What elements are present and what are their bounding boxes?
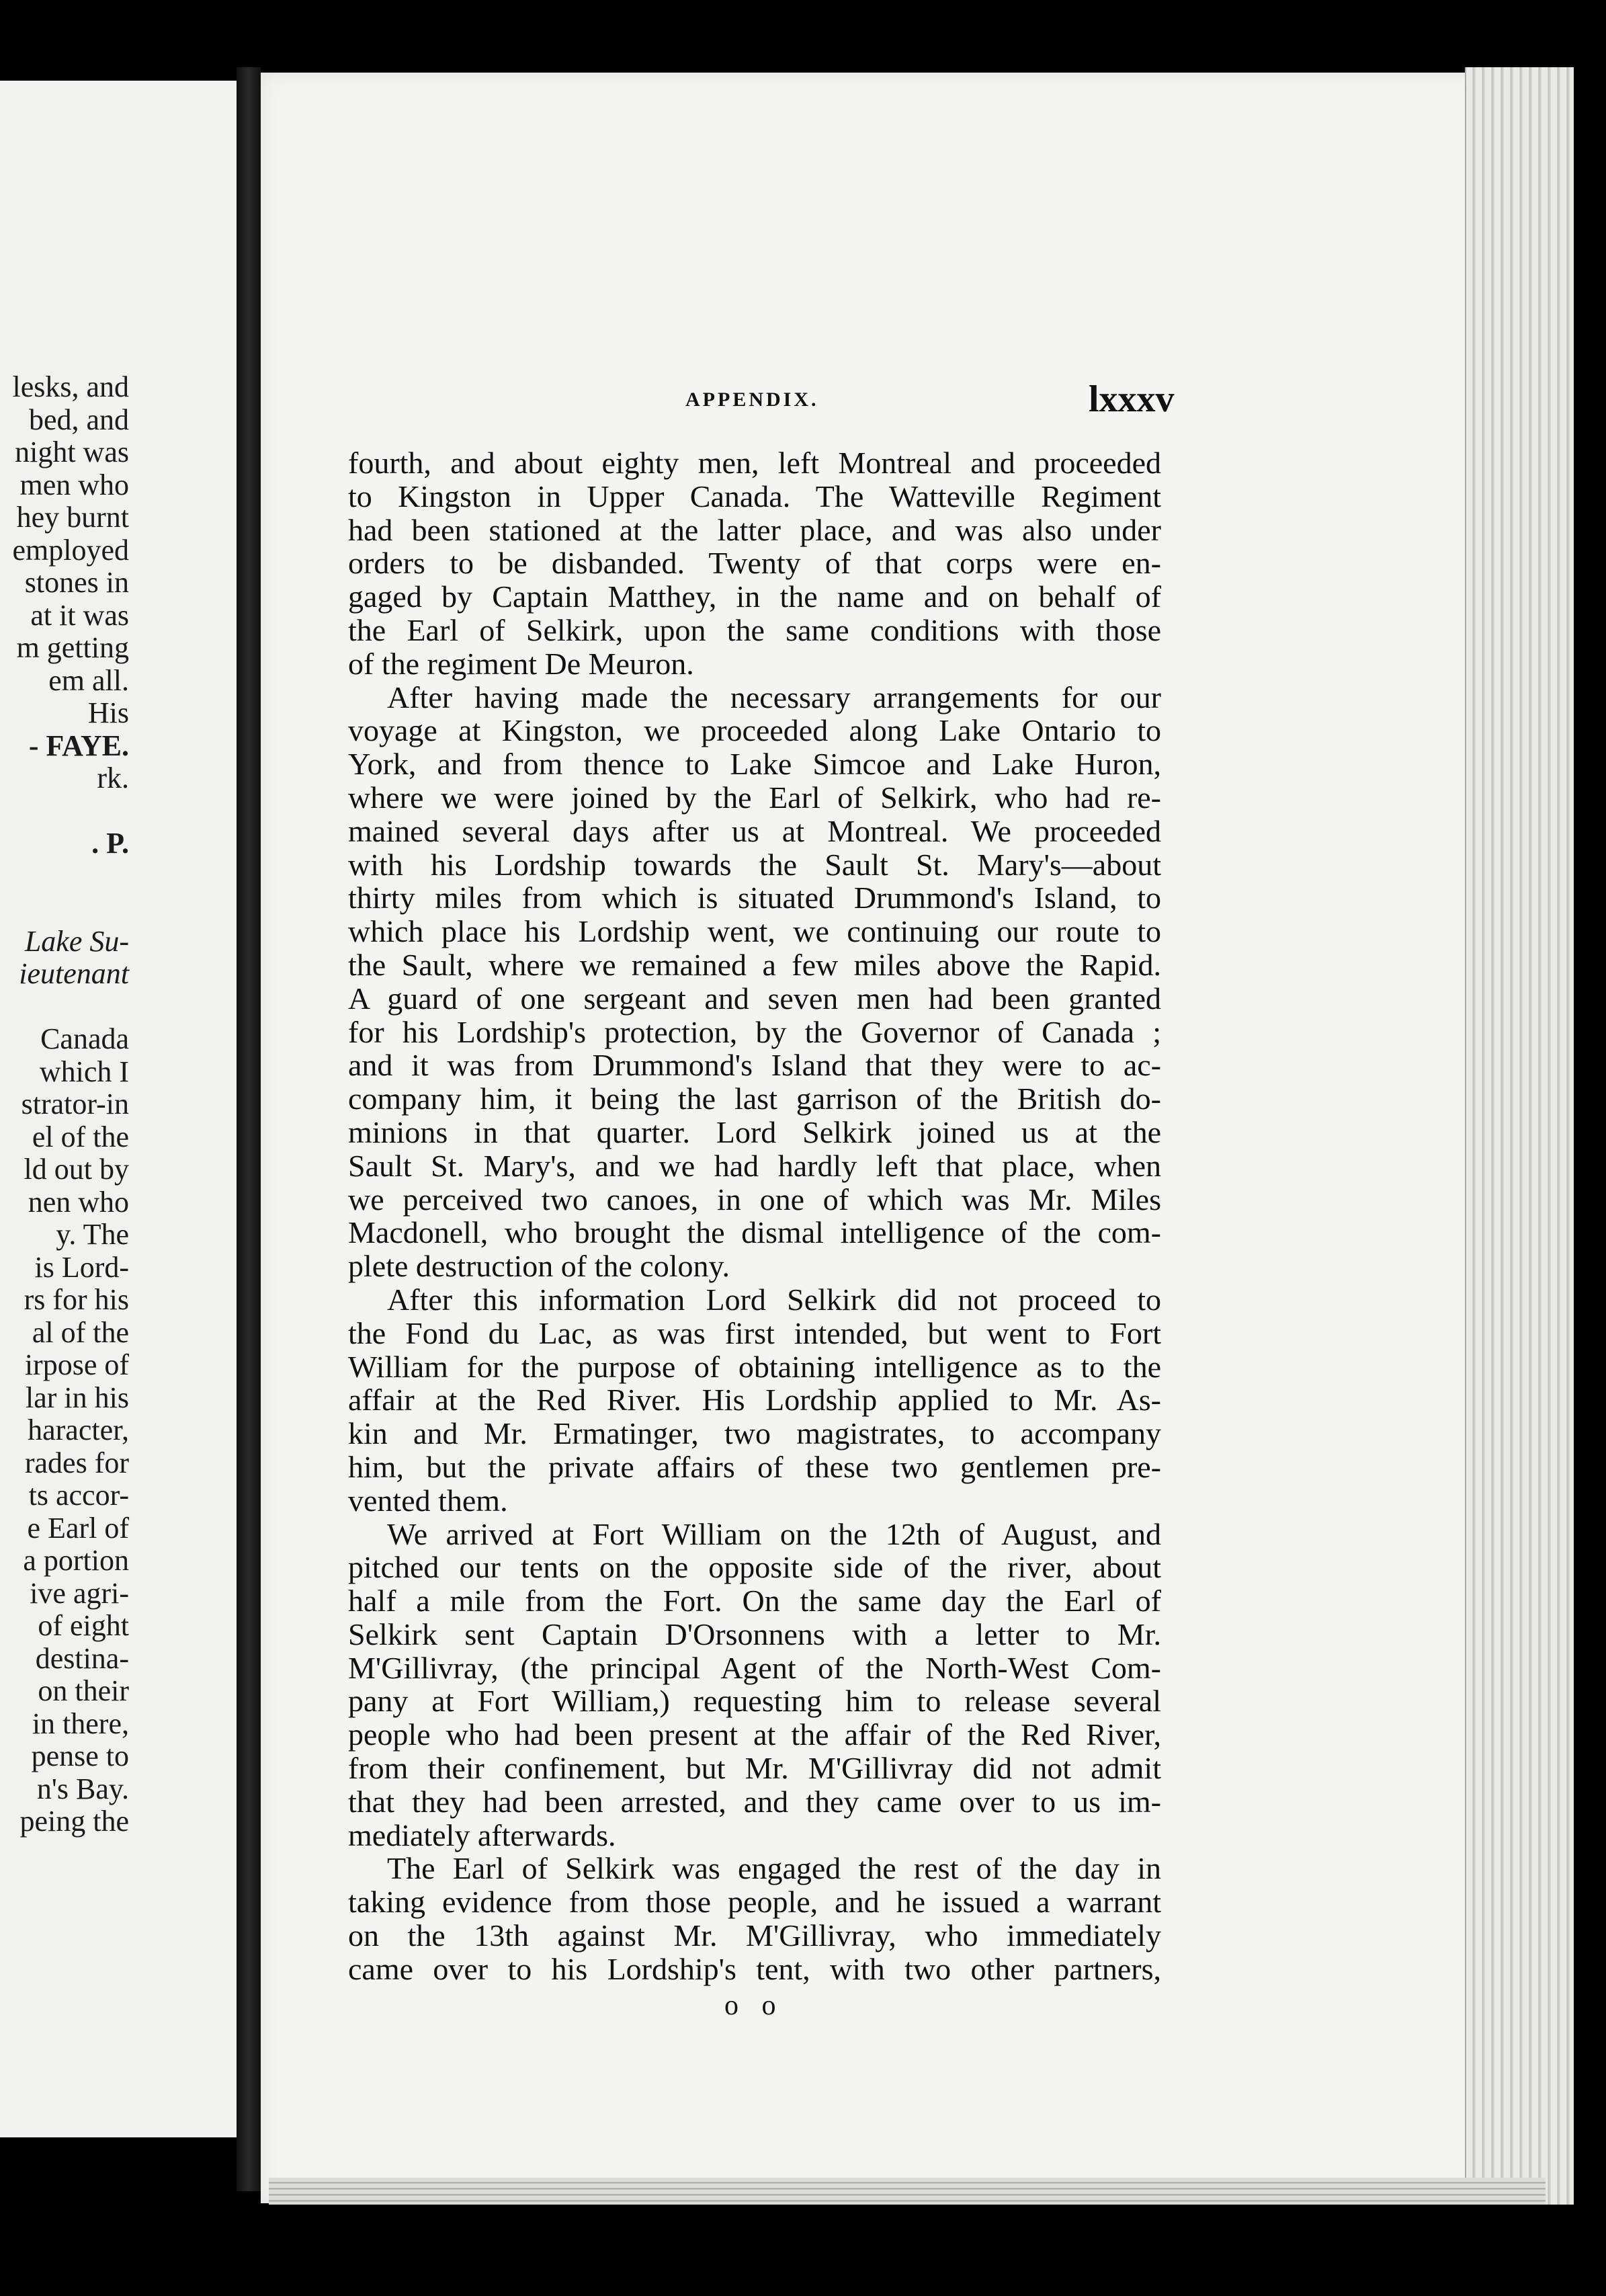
left-fragment-line: of eight [38,1609,129,1642]
text-line: pitched our tents on the opposite side of the river, about [348,1550,1161,1585]
signature-mark: o o [724,1990,784,2021]
left-fragment-line: rades for [24,1446,129,1479]
left-fragment-line: pense to [31,1739,129,1772]
left-fragment-line [0,991,129,1024]
text-line: mained several days after us at Montreal. We proceeded [348,813,1161,848]
text-line: and it was from Drummond's Island that they were to ac- [348,1048,1161,1083]
left-fragment-line: - FAYE. [28,729,129,762]
left-page [0,81,241,2137]
left-fragment-line: destina- [35,1641,129,1675]
left-fragment-line: haracter, [28,1413,129,1446]
left-fragment-line: men who [19,468,129,501]
left-fragment-line: on their [38,1674,129,1707]
left-fragment-line: ieutenant [19,957,129,990]
text-line: After having made the necessary arrangements for our [387,680,1161,714]
left-fragment-line: y. The [56,1218,129,1251]
text-line: York, and from thence to Lake Simcoe and Lake Huron, [348,747,1161,782]
left-fragment-line: n's Bay. [36,1772,129,1805]
text-line: After this information Lord Selkirk did not proceed to [387,1282,1161,1317]
text-line: Sault St. Mary's, and we had hardly left that place, when [348,1148,1161,1183]
page-number: lxxxv [1089,378,1175,420]
text-line: the Fond du Lac, as was first intended, but went to Fort [348,1315,1161,1350]
left-fragment-line: e Earl of [27,1511,129,1545]
text-line: M'Gillivray, (the principal Agent of the North-West Com- [348,1650,1161,1685]
running-title: APPENDIX. [685,388,819,411]
left-fragment-line [0,795,129,828]
left-fragment-line: hey burnt [16,501,129,534]
text-line: to Kingston in Upper Canada. The Watteville Regiment [348,479,1161,514]
left-fragment-line: at it was [30,598,129,632]
text-line: from their confinement, but Mr. M'Gillivray did not admit [348,1751,1161,1786]
text-line: which place his Lordship went, we continuing our route to [348,914,1161,949]
text-line: we perceived two canoes, in one of which was Mr. Miles [348,1182,1161,1217]
text-line: people who had been present at the affair of the Red River, [348,1717,1161,1752]
text-line: came over to his Lordship's tent, with two other partners, [348,1951,1161,1986]
left-page-text [0,371,129,1838]
text-line: gaged by Captain Matthey, in the name and on behalf of [348,579,1161,614]
body-text [348,446,1161,1986]
text-line: pany at Fort William,) requesting him to release several [348,1684,1161,1719]
left-fragment-line: m getting [16,631,129,664]
text-line: him, but the private affairs of these two gentlemen pre- [348,1449,1161,1484]
left-fragment-line: em all. [48,663,129,697]
left-fragment-line: ts accor- [28,1479,129,1512]
left-fragment-line [0,860,129,893]
left-fragment-line: which I [39,1055,129,1088]
text-line: William for the purpose of obtaining intelligence as to the [348,1349,1161,1384]
left-fragment-line: strator-in [21,1088,129,1120]
text-line: voyage at Kingston, we proceeded along Lake Ontario to [348,713,1161,748]
left-fragment-line: rs for his [24,1283,129,1316]
left-fragment-line: ld out by [24,1153,129,1186]
left-fragment-line: is Lord- [34,1250,129,1284]
left-fragment-line [0,893,129,926]
text-line: on the 13th against Mr. M'Gillivray, who immediately [348,1918,1161,1953]
left-fragment-line: irpose of [24,1348,129,1381]
text-line: minions in that quarter. Lord Selkirk joined us at the [348,1114,1161,1149]
text-line: Macdonell, who brought the dismal intelligence of the com- [348,1215,1161,1250]
left-fragment-line: a portion [23,1544,129,1577]
text-line: plete destruction of the colony. [348,1249,730,1284]
text-line: mediately afterwards. [348,1817,616,1852]
left-fragment-line: lar in his [26,1381,129,1414]
left-fragment-line: . P. [91,827,129,860]
left-fragment-line: ive agri- [30,1576,129,1610]
left-fragment-line: Canada [40,1022,129,1055]
left-fragment-line: el of the [32,1120,129,1153]
text-line: company him, it being the last garrison of the British do- [348,1081,1161,1116]
text-line: vented them. [348,1483,508,1518]
text-line: half a mile from the Fort. On the same day the Earl of [348,1584,1161,1618]
text-line: taking evidence from those people, and he issued a warrant [348,1885,1161,1920]
text-line: A guard of one sergeant and seven men had been granted [348,981,1161,1016]
left-fragment-line: employed [12,533,129,567]
text-line: for his Lordship's protection, by the Governor of Canada ; [348,1014,1161,1049]
book-gutter [237,67,261,2191]
text-line: where we were joined by the Earl of Selkirk, who had re- [348,780,1161,815]
left-fragment-line: bed, and [28,403,129,436]
bottom-page-edges [269,2178,1546,2205]
text-line: kin and Mr. Ermatinger, two magistrates, to accompany [348,1416,1161,1451]
left-fragment-line: stones in [24,566,129,599]
text-line: affair at the Red River. His Lordship applied to Mr. As- [348,1383,1161,1418]
text-line: had been stationed at the latter place, and was also under [348,512,1161,547]
running-header [261,378,1497,429]
text-line: orders to be disbanded. Twenty of that corps were en- [348,546,1161,581]
page-edges [1465,67,1574,2205]
left-fragment-line: Lake Su- [24,924,129,958]
text-line: Selkirk sent Captain D'Orsonnens with a letter to Mr. [348,1616,1161,1651]
left-fragment-line: His [87,696,129,729]
left-fragment-line: rk. [97,762,129,794]
text-line: thirty miles from which is situated Drummond's Island, to [348,880,1161,915]
left-fragment-line: lesks, and [12,370,129,403]
left-fragment-line: nen who [28,1185,129,1219]
text-line: that they had been arrested, and they came over to us im- [348,1784,1161,1819]
text-line: the Sault, where we remained a few miles above the Rapid. [348,947,1161,982]
right-page [261,73,1497,2203]
left-fragment-line: peing the [19,1805,129,1838]
left-fragment-line: night was [15,436,129,468]
left-fragment-line: al of the [32,1315,129,1349]
text-line: We arrived at Fort William on the 12th of August, and [387,1516,1161,1551]
left-fragment-line: in there, [32,1707,129,1740]
text-line: fourth, and about eighty men, left Montreal and proceeded [348,446,1161,480]
text-line: The Earl of Selkirk was engaged the rest of the day in [387,1851,1161,1886]
text-line: the Earl of Selkirk, upon the same conditions with those [348,612,1161,647]
text-line: with his Lordship towards the Sault St. Mary's—about [348,847,1161,882]
text-line: of the regiment De Meuron. [348,646,694,681]
